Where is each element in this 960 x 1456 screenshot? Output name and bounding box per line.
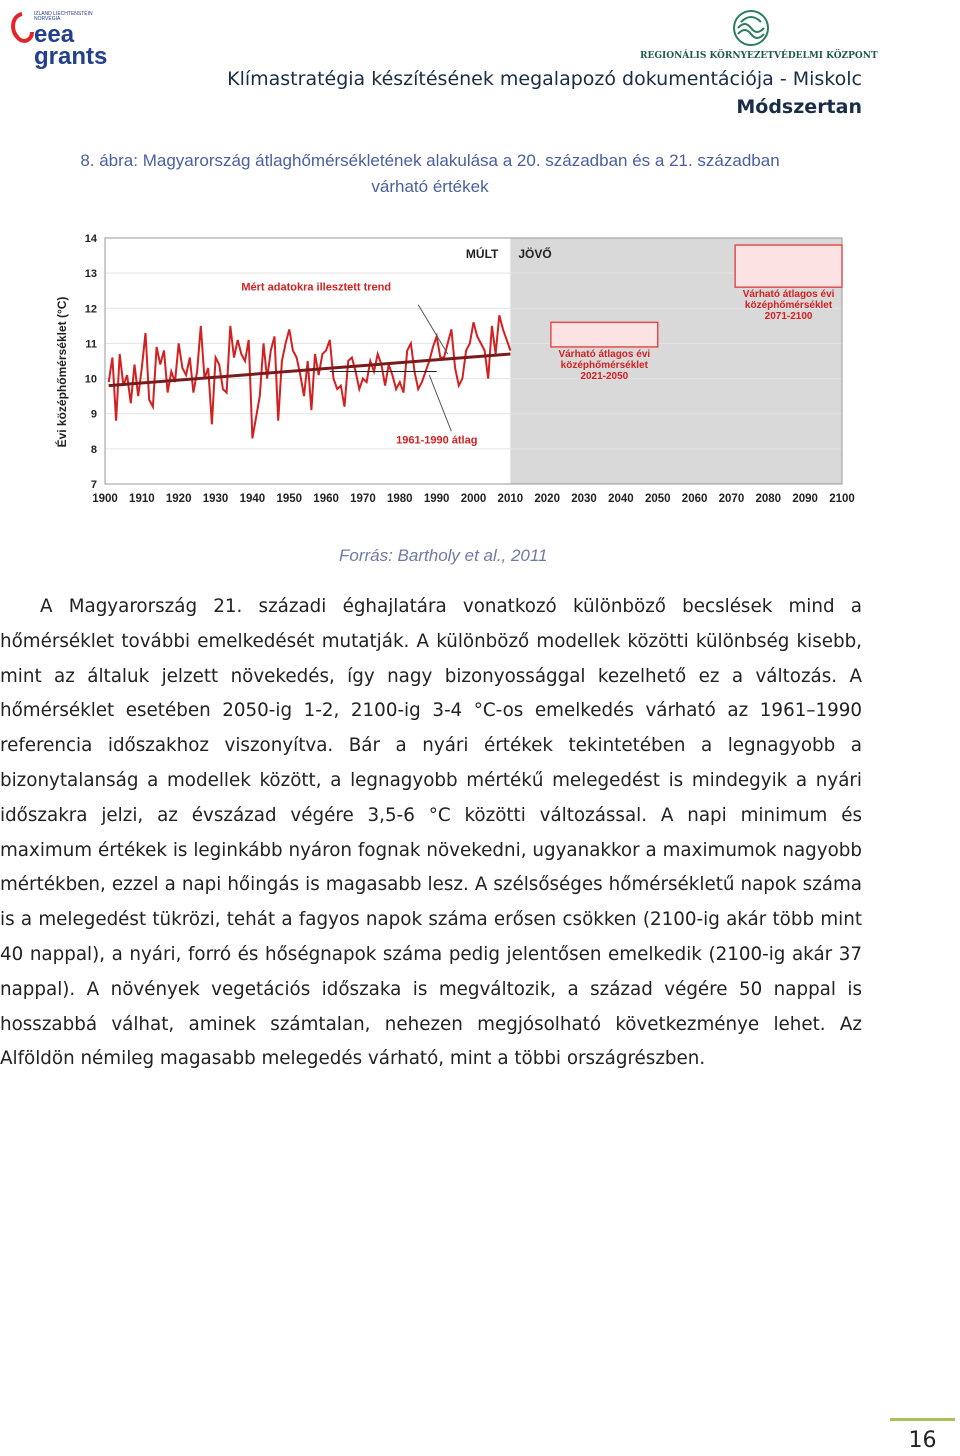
rec-emblem-icon: [731, 8, 771, 48]
y-tick-labels: [85, 233, 98, 491]
body-paragraph-text: A Magyarország 21. századi éghajlatára vonatkozó különböző becslések mind a hőmérséklet további emelkedését mutatják. A különböző modellek közötti különbség kisebb, mint az általuk jelzett növekedés, így nagy bizonyossággal kezelhető ez a változás. A hőmérséklet esetében 2050-ig 1-2, 2100-ig 3-4 °C-os emelkedés várható az 1961–1990 referencia időszakhoz viszonyítva. Bár a nyári értékek tekintetében a legnagyobb a bizonytalanság a modellek között, a legnagyobb mértékű melegedést is mindegyik a nyári időszakra jelzi, az évszázad végére 3,5-6 °C közötti változással. A napi minimum és maximum értékek is leginkább nyáron fognak növekedni, ugyanakkor a maximumok nagyobb mértékben, ezzel a napi hőingás is magasabb lesz. A szélsőséges hőmérsékletű napok száma is a melegedést tükrözi, tehát a fagyos napok száma erősen csökken (2100-ig akár több mint 40 nappal), a nyári, forró és hőségnapok száma pedig jelentősen emelkedik (2100-ig akár 37 nappal). A növények vegetációs időszaka is megváltozik, a század végére 50 nappal is hosszabbá válhat, aminek számtalan, nehezen megjósolható következménye lehet. Az Alföldön némileg magasabb melegedés várható, mint a többi országrészben.: [0, 596, 862, 1070]
x-tick-label: 2050: [644, 493, 671, 505]
page-number-rule: [890, 1418, 955, 1421]
projection-box-2021-2050: [551, 322, 658, 347]
x-tick-labels: [92, 493, 855, 505]
eea-swirl-icon: [8, 10, 36, 50]
document-subtitle: Módszertan: [736, 96, 862, 118]
x-tick-label: 2030: [571, 493, 597, 505]
x-tick-label: 1910: [129, 493, 155, 505]
y-tick-label: 8: [90, 443, 97, 456]
x-tick-label: 2000: [460, 493, 487, 505]
box1-label-line2: középhőmérséklet: [560, 359, 648, 371]
document-title: Klímastratégia készítésének megalapozó dokumentációja - Miskolc: [227, 68, 862, 90]
x-tick-label: 2060: [681, 493, 708, 505]
x-tick-label: 2020: [534, 493, 560, 505]
temperature-chart-svg: [50, 222, 862, 514]
box2-label-line3: 2071-2100: [764, 311, 813, 323]
body-text: [0, 590, 862, 1077]
label-future: JÖVŐ: [518, 247, 552, 261]
x-tick-label: 2080: [755, 493, 782, 505]
box2-label-line1: Várható átlagos évi: [742, 289, 835, 301]
x-tick-label: 1960: [313, 493, 339, 505]
x-tick-label: 1990: [423, 493, 450, 505]
x-tick-label: 2010: [497, 493, 524, 505]
x-tick-label: 1920: [165, 493, 192, 505]
rec-logo: [640, 6, 878, 64]
eea-logo-small-text: IZLAND LIECHTENSTEIN NORVÉGIA: [34, 11, 93, 22]
figure-source: Forrás: Bartholy et al., 2011: [339, 546, 548, 565]
x-tick-label: 1980: [387, 493, 413, 505]
projection-box-2071-2100: [735, 245, 842, 287]
eea-logo-text: eea grants: [34, 21, 108, 70]
x-tick-label: 2070: [718, 493, 745, 505]
x-tick-label: 2100: [829, 493, 855, 505]
y-tick-label: 9: [90, 408, 97, 421]
x-tick-label: 2090: [792, 493, 818, 505]
annual-mean-temperature-series: [109, 315, 511, 438]
figure-caption-line1: 8. ábra: Magyarország átlaghőmérsékletének alakulása a 20. században és a 21. században: [80, 151, 780, 170]
x-tick-label: 1940: [239, 493, 266, 505]
y-tick-label: 14: [84, 233, 97, 245]
body-paragraph: [0, 590, 862, 1077]
eea-grants-logo: [8, 6, 108, 68]
label-baseline: 1961-1990 átlag: [396, 434, 478, 447]
y-tick-label: 12: [84, 303, 97, 316]
y-tick-label: 11: [85, 338, 97, 351]
page-number: 16: [908, 1428, 937, 1453]
box1-label-line1: Várható átlagos évi: [558, 348, 651, 360]
figure-caption-line2: várható értékek: [371, 177, 489, 196]
label-past: MÚLT: [465, 247, 499, 261]
box2-label-line2: középhőmérséklet: [744, 300, 833, 312]
y-axis-label: Évi középhőmérséklet (°C): [55, 296, 69, 448]
y-tick-label: 7: [90, 479, 97, 491]
label-trend: Mért adatokra illesztett trend: [241, 281, 392, 294]
x-tick-label: 1950: [276, 493, 303, 505]
rec-logo-text: REGIONÁLIS KÖRNYEZETVÉDELMI KÖZPONT: [640, 51, 878, 61]
baseline-annotation-arrow: [429, 375, 451, 431]
y-tick-label: 13: [84, 268, 97, 281]
x-tick-label: 1930: [202, 493, 229, 505]
x-tick-label: 2040: [608, 493, 634, 505]
x-tick-label: 1970: [350, 493, 376, 505]
y-tick-label: 10: [84, 373, 97, 386]
temperature-chart: [50, 222, 862, 514]
x-tick-label: 1900: [92, 493, 118, 505]
box1-label-line3: 2021-2050: [580, 370, 629, 382]
